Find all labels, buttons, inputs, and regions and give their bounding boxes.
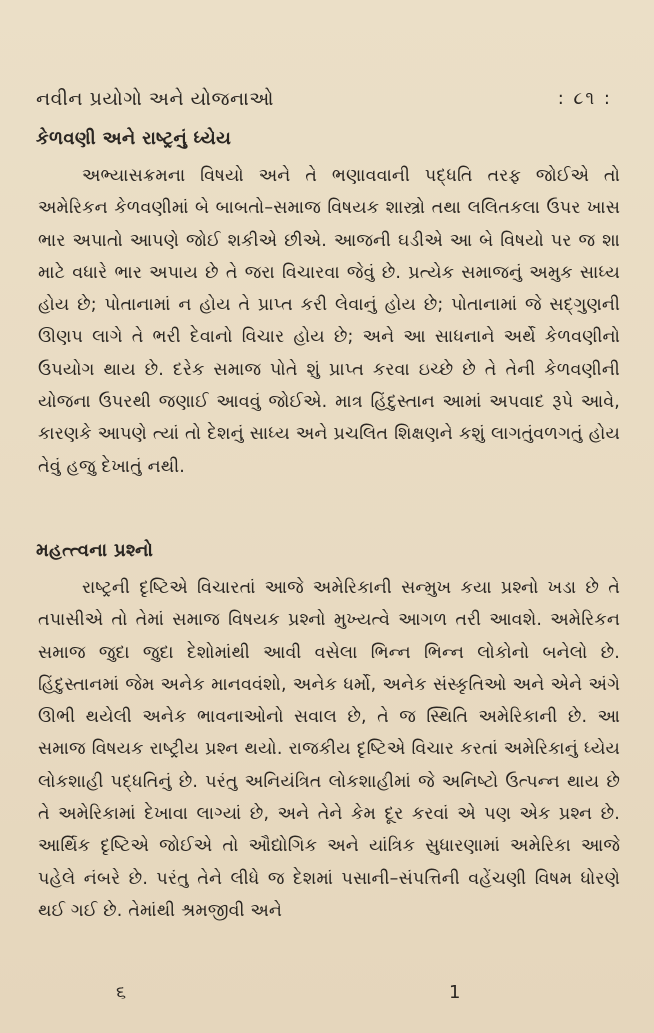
footer-mark: 1 [449,982,461,1003]
running-head [36,88,618,118]
page-number: : ૮૧ : [557,88,612,109]
printer-signature-mark: ૬ [116,982,127,1003]
page-footer [0,982,654,1012]
section-heading-important-questions: મહત્ત્વના પ્રશ્નો [36,540,154,561]
section-heading-education-goal: કેળવણી અને રાષ્ટ્રનું ધ્યેય [36,128,232,149]
paragraph-important-questions: રાષ્ટ્રની દૃષ્ટિએ વિચારતાં આજે અમેરિકાની સન્મુખ કયા પ્રશ્નો ખડા છે તે તપાસીએ તો તેમાં સમાજ વિષયક પ્રશ્નો મુખ્યત્વે આગળ તરી આવશે. અમેરિકન સમાજ જુદા જુદા દેશોમાંથી આવી વસેલા ભિન્ન ભિન્ન લોકોનો બનેલો છે. હિંદુસ્તાનમાં જેમ અનેક માનવવંશો, અનેક ધર્મો, અનેક સંસ્કૃતિઓ અને એને અંગે ઊભી થયેલી અનેક ભાવનાઓનો સવાલ છે, તે જ સ્થિતિ અમેરિકાની છે. આ સમાજ વિષયક રાષ્ટ્રીય પ્રશ્ન થયો. રાજકીય દૃષ્ટિએ વિચાર કરતાં અમેરિકાનું ધ્યેય લોકશાહી પદ્ધતિનું છે. પરંતુ અનિયંત્રિત લોકશાહીમાં જે અનિષ્ટો ઉત્પન્ન થાય છે તે અમેરિકામાં દેખાવા લાગ્યાં છે, અને તેને કેમ દૂર કરવાં એ પણ એક પ્રશ્ન છે. આર્થિક દૃષ્ટિએ જોઈએ તો ઔદ્યોગિક અને યાંત્રિક સુધારણામાં અમેરિકા આજે પહેલે નંબરે છે. પરંતુ તેને લીધે જ દેશમાં પસાની–સંપત્તિની વહેંચણી વિષમ ધોરણે થઈ ગઈ છે. તેમાંથી શ્રમજીવી અને [38,578,620,921]
paragraph-education-goal: અભ્યાસક્રમના વિષયો અને તે ભણાવવાની પદ્ધતિ તરફ જોઈએ તો અમેરિકન કેળવણીમાં બે બાબતો–સમાજ વિષયક શાસ્ત્રો તથા લલિતકલા ઉપર ખાસ ભાર અપાતો આપણે જોઈ શકીએ છીએ. આજની ઘડીએ આ બે વિષયો પર જ શા માટે વધારે ભાર અપાય છે તે જરા વિચારવા જેવું છે. પ્રત્યેક સમાજનું અમુક સાધ્ય હોય છે; પોતાનામાં ન હોય તે પ્રાપ્ત કરી લેવાનું હોય છે; પોતાનામાં જે સદ્‌ગુણની ઊણપ લાગે તે ભરી દેવાનો વિચાર હોય છે; અને આ સાધનાને અર્થે કેળવણીનો ઉપયોગ થાય છે. દરેક સમાજ પોતે શું પ્રાપ્ત કરવા ઇચ્છે છે તે તેની કેળવણીની યોજના ઉપરથી જણાઈ આવવું જોઈએ. માત્ર હિંદુસ્તાન આમાં અપવાદ રૂપે આવે, કારણકે આપણે ત્યાં તો દેશનું સાધ્ય અને પ્રચલિત શિક્ષણને કશું લાગતુંવળગતું હોય તેવું હજુ દેખાતું નથી. [38,166,620,477]
running-title: નવીન પ્રયોગો અને યોજનાઓ [36,88,274,110]
